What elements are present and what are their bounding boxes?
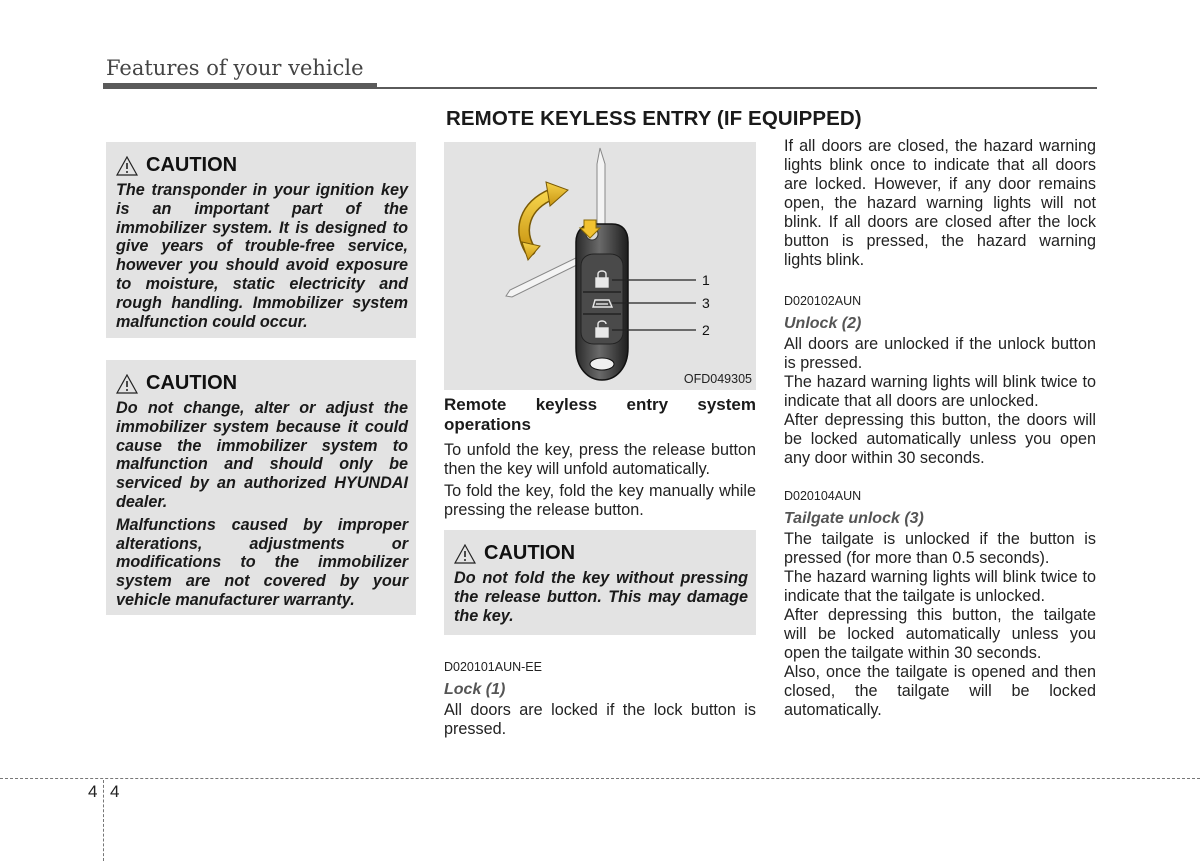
- caution-text: The transponder in your ignition key is an important part of the immobilizer system. It is designed to give years of trouble-free service, however you should avoid exposure to moisture, static electricity and rough handling. Immobilizer system malfunction could occur.: [116, 181, 408, 331]
- caution-title: [116, 372, 408, 395]
- paragraph: The hazard warning lights will blink twice to indicate that all doors are unlocked.: [784, 373, 1096, 410]
- paragraph: To unfold the key, press the release button then the key will unfold automatically.: [444, 441, 756, 478]
- caution-text: Malfunctions caused by improper alterations, adjustments or modifications to the immobilizer system are not covered by your vehicle manufacturer warranty.: [116, 515, 408, 609]
- callout-tailgate: 3: [702, 295, 710, 311]
- paragraph: The hazard warning lights will blink twice to indicate that the tailgate is unlocked.: [784, 568, 1096, 605]
- paragraph: If all doors are closed, the hazard warning lights blink once to indicate that all doors are locked. However, if any door remains open, the hazard warning lights will not blink. If all doors are closed after the lock button is pressed, the hazard warning lights blink.: [784, 137, 1096, 269]
- chapter-number: 4: [88, 782, 98, 801]
- operations-section: [444, 395, 756, 520]
- unlock-title: Unlock (2): [784, 315, 862, 332]
- reference-code: D020102AUN: [784, 294, 862, 308]
- unlock-section: [784, 292, 1096, 468]
- paragraph: After depressing this button, the doors will be locked automatically unless you open any door within 30 seconds.: [784, 411, 1096, 467]
- paragraph: All doors are locked if the lock button is pressed.: [444, 701, 756, 738]
- figure-code: OFD049305: [683, 372, 752, 386]
- page-number: 4: [110, 782, 120, 801]
- paragraph: To fold the key, fold the key manually while pressing the release button.: [444, 482, 756, 519]
- caution-box-fold: [444, 530, 756, 635]
- folding-key-drawing: [444, 142, 756, 390]
- warning-triangle-icon: [454, 544, 476, 564]
- footer-vertical-divider: [103, 780, 104, 861]
- tailgate-title: Tailgate unlock (3): [784, 510, 924, 527]
- caution-text: Do not fold the key without pressing the release button. This may damage the key.: [454, 569, 748, 625]
- paragraph: After depressing this button, the tailgate will be locked automatically unless you open the tailgate within 30 seconds.: [784, 606, 1096, 662]
- lock-section: [444, 658, 756, 739]
- header-rule-thin: [377, 87, 1097, 89]
- key-illustration: [444, 142, 756, 390]
- section-heading: REMOTE KEYLESS ENTRY (IF EQUIPPED): [446, 107, 862, 130]
- footer-divider: [0, 778, 1200, 779]
- tailgate-section: [784, 487, 1096, 720]
- callout-unlock: 2: [702, 322, 710, 338]
- caution-label: CAUTION: [484, 542, 576, 564]
- paragraph: All doors are unlocked if the unlock button is pressed.: [784, 335, 1096, 372]
- lock-continued: [784, 137, 1096, 270]
- header-title: Features of your vehicle: [106, 56, 364, 80]
- warning-triangle-icon: [116, 156, 138, 176]
- caution-label: CAUTION: [146, 154, 238, 176]
- reference-code: D020101AUN-EE: [444, 660, 542, 674]
- caution-box-transponder: [106, 142, 416, 338]
- reference-code: D020104AUN: [784, 489, 862, 503]
- header-rule-thick: [103, 83, 377, 89]
- caution-text: Do not change, alter or adjust the immobilizer system because it could cause the immobilizer system to malfunction and should only be serviced by an authorized HYUNDAI dealer.: [116, 399, 408, 511]
- paragraph: The tailgate is unlocked if the button is pressed (for more than 0.5 seconds).: [784, 530, 1096, 567]
- paragraph: Also, once the tailgate is opened and then closed, the tailgate will be locked automatically.: [784, 663, 1096, 719]
- caution-title: [116, 154, 408, 177]
- warning-triangle-icon: [116, 374, 138, 394]
- caution-title: [454, 542, 748, 565]
- caution-box-immobilizer: [106, 360, 416, 615]
- caution-label: CAUTION: [146, 372, 238, 394]
- callout-lock: 1: [702, 272, 710, 288]
- operations-heading: Remote keyless entry system operations: [444, 395, 756, 434]
- lock-title: Lock (1): [444, 681, 506, 698]
